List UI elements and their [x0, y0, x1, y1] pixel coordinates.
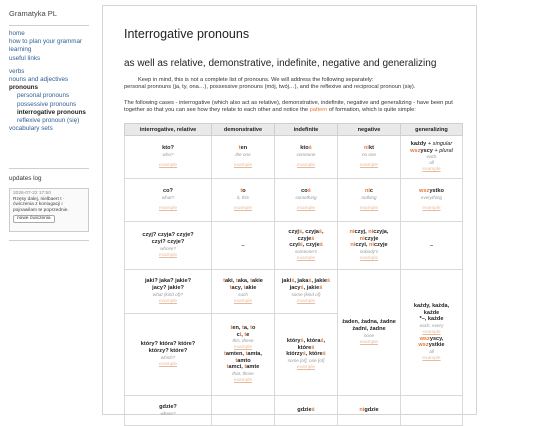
table-cell — [338, 270, 401, 396]
translation: someone — [296, 151, 316, 157]
table-row — [125, 136, 463, 179]
new-exercises-button[interactable]: nowe ćwiczenia — [13, 215, 55, 223]
intro-text: The following cases - interrogative (which also act as relative), demonstrative, indefinite, negative and generalizing - have been put together so that you can see how they relate to each other and notice the — [124, 100, 453, 113]
translation: where? — [160, 410, 176, 416]
translation: nobody's — [359, 248, 379, 254]
example-link[interactable]: example — [233, 377, 253, 383]
translation: all — [429, 348, 434, 354]
example-link[interactable]: example — [296, 364, 316, 370]
pronoun-word: czyiś, czyjeś — [289, 242, 323, 249]
pattern-link[interactable]: pattern — [309, 107, 328, 113]
column-header: interrogative, relative — [125, 124, 212, 136]
example-link[interactable]: example — [422, 167, 441, 173]
pronoun-word: niczyje — [359, 235, 379, 242]
pronoun-word: czyjeś — [297, 235, 315, 242]
intro-line: personal pronouns (ja, ty, ona…), possessive pronouns (mój, twój…), and the reflexive and reciprocal pronoun (się). — [124, 84, 416, 90]
pronoun-word: gdzieś — [297, 407, 315, 414]
example-link[interactable]: example — [422, 205, 441, 211]
translation: what (kind of)? — [152, 291, 184, 297]
pronoun-word: żadni, żadne — [352, 326, 386, 332]
menu-item-nouns-adjectives[interactable]: nouns and adjectives — [9, 76, 69, 84]
menu-item-useful-links[interactable]: useful links — [9, 54, 41, 62]
translation: each — [426, 154, 437, 160]
sidebar — [0, 0, 96, 405]
pronoun-word: ten, ta, to — [230, 325, 256, 332]
table-cell — [401, 270, 463, 396]
pronoun-word: czyi? czyje? — [151, 239, 185, 245]
table-row — [125, 179, 463, 222]
example-link[interactable]: example — [296, 205, 316, 211]
table-cell — [401, 179, 463, 222]
table-row — [125, 270, 463, 314]
example-link[interactable]: example — [359, 205, 379, 211]
pronoun-word: wszyscy + plural — [410, 147, 453, 154]
pronoun-word: ci, te — [236, 331, 250, 338]
pronoun-word: którzy? które? — [148, 348, 188, 354]
pronoun-word: nic — [364, 188, 374, 195]
content-panel — [102, 5, 477, 415]
table-cell — [125, 396, 212, 426]
example-link[interactable]: example — [296, 255, 316, 261]
pronoun-word: czyj? czyja? czyje? — [142, 232, 194, 239]
update-entry — [9, 188, 89, 232]
translation: none — [363, 332, 375, 338]
sidebar-divider — [9, 25, 89, 26]
translation: that, those — [232, 370, 254, 376]
menu-item-pronouns[interactable]: pronouns — [9, 84, 39, 92]
site-title[interactable]: Gramatyka PL — [9, 9, 57, 18]
pronoun-word: wszystko — [419, 188, 444, 195]
translation: no one — [361, 151, 377, 157]
pronoun-word: coś — [301, 188, 311, 195]
table-cell — [338, 136, 401, 179]
translation: something — [295, 194, 317, 200]
column-header: generalizing — [401, 124, 463, 136]
pronoun-word: każde — [423, 309, 440, 316]
pronoun-word: tamto — [235, 357, 251, 364]
empty-dash: – — [241, 242, 245, 249]
example-link[interactable]: example — [296, 162, 316, 168]
pronoun-word: nigdzie — [359, 407, 379, 414]
table-row — [125, 396, 463, 426]
example-link[interactable]: example — [158, 298, 178, 304]
pronouns-table — [124, 123, 463, 426]
pronoun-word: każdy + singular — [410, 140, 453, 147]
example-link[interactable]: example — [233, 298, 253, 304]
example-link[interactable]: example — [233, 162, 253, 168]
pronoun-word: jacy? jakie? — [152, 285, 184, 291]
pronoun-word: ten — [238, 145, 248, 152]
translation: whose? — [160, 245, 176, 251]
menu-item-plan-learning[interactable]: how to plan your grammar learning — [9, 38, 83, 54]
example-link[interactable]: example — [158, 205, 178, 211]
example-link[interactable]: example — [158, 162, 178, 168]
table-header-row — [125, 124, 463, 136]
page-subtitle: as well as relative, demonstrative, indefinite, negative and generalizing — [124, 58, 437, 69]
example-link[interactable]: example — [158, 361, 178, 367]
table-cell — [212, 270, 275, 314]
example-link[interactable]: example — [359, 339, 379, 345]
pronoun-word: żaden, żadna, żadne — [342, 319, 396, 326]
menu-item-vocabulary-sets[interactable]: vocabulary sets — [9, 125, 53, 133]
pronoun-word: nikt — [364, 145, 374, 152]
sidebar-menu — [9, 30, 93, 133]
column-header: demonstrative — [212, 124, 275, 136]
translation: the one — [235, 151, 251, 157]
table-cell — [212, 314, 275, 396]
example-link[interactable]: example — [233, 345, 253, 351]
table-cell — [212, 136, 275, 179]
sidebar-divider — [9, 168, 89, 169]
pronoun-word: tacy, takie — [229, 285, 257, 291]
table-cell — [275, 396, 338, 426]
intro-text: of formation, which is quite simple: — [327, 107, 416, 113]
example-link[interactable]: example — [359, 255, 379, 261]
translation: who? — [162, 151, 174, 157]
table-cell — [125, 314, 212, 396]
table-cell — [338, 179, 401, 222]
intro-paragraph — [124, 100, 466, 114]
pronoun-word: któryś, któraś, — [286, 338, 326, 345]
empty-dash: – — [429, 242, 434, 249]
pronoun-word: jakiś, jakaś, jakieś — [281, 278, 331, 285]
translation: it, this — [237, 194, 249, 200]
example-link[interactable]: example — [422, 355, 441, 361]
translation: some (kind of) — [291, 291, 321, 297]
pronoun-word: tamten, tamta, — [224, 351, 262, 358]
translation: each, every — [419, 322, 444, 328]
column-header: negative — [338, 124, 401, 136]
translation: such — [238, 291, 248, 297]
example-link[interactable]: example — [296, 298, 316, 304]
pronoun-word: jacyś, jakieś — [289, 285, 323, 291]
translation: all — [429, 160, 434, 166]
update-date: 2026-07-22 17:50 — [13, 191, 51, 196]
translation: some [of]; one [of] — [287, 357, 325, 363]
pronoun-word: niczyj, niczyja, — [349, 229, 389, 236]
pronoun-word: *–, każde — [419, 316, 444, 323]
table-cell — [401, 136, 463, 179]
table-cell — [212, 179, 275, 222]
pronoun-word: jaki? jaka? jakie? — [144, 278, 192, 285]
example-link[interactable]: example — [422, 329, 441, 335]
pronoun-word: co? — [163, 188, 173, 195]
pronoun-word: gdzie? — [159, 404, 177, 411]
example-link[interactable]: example — [359, 162, 379, 168]
intro-line: Keep in mind, this is not a complete list of pronouns. We will address the following separately: — [138, 77, 374, 83]
pronoun-word: czyjś, czyjaś, — [288, 229, 324, 236]
pronoun-word: kto? — [162, 145, 174, 152]
table-cell — [125, 179, 212, 222]
sidebar-divider — [9, 240, 89, 241]
table-cell — [338, 222, 401, 270]
translation: this, these — [232, 338, 254, 344]
table-cell — [275, 179, 338, 222]
updates-log-title: updates log — [9, 175, 42, 182]
pronoun-word: każdy, każda, — [413, 303, 450, 310]
pronoun-word: wszyscy, — [419, 335, 444, 342]
pronoun-word: którzyś, któreś — [286, 351, 326, 358]
pronoun-word: który? która? które? — [140, 341, 196, 348]
table-row — [125, 222, 463, 270]
pronoun-word: niczyi, niczyje — [350, 242, 388, 249]
menu-item-interrogative-pronouns[interactable]: interrogative pronouns — [17, 108, 86, 116]
table-cell — [401, 396, 463, 426]
page-title: Interrogative pronouns — [124, 27, 250, 41]
table-cell — [275, 314, 338, 396]
intro-paragraph — [124, 77, 466, 91]
table-cell — [125, 136, 212, 179]
table-cell — [125, 270, 212, 314]
menu-item-verbs[interactable]: verbs — [9, 67, 25, 75]
table-cell — [275, 222, 338, 270]
pronoun-word: wszystkie — [418, 342, 445, 349]
table-cell — [338, 396, 401, 426]
translation: what? — [161, 194, 175, 200]
pronoun-word: tamci, tamte — [226, 364, 260, 371]
pronoun-word: to — [240, 188, 246, 195]
table-cell — [125, 222, 212, 270]
table-cell — [275, 270, 338, 314]
update-text: Rzęsy dalej, nielbaert t · ćwiczenia z koniugacji i pojnawilam te poprzednie. — [13, 196, 69, 213]
table-cell — [275, 136, 338, 179]
table-cell — [401, 222, 463, 270]
example-link[interactable]: example — [233, 205, 253, 211]
menu-item-personal-pronouns[interactable]: personal pronouns — [17, 92, 70, 100]
translation: which? — [160, 354, 176, 360]
pronoun-word: taki, taka, takie — [223, 278, 263, 285]
column-header: indefinite — [275, 124, 338, 136]
example-link[interactable]: example — [158, 252, 178, 258]
menu-item-possessive-pronouns[interactable]: possessive pronouns — [17, 100, 77, 108]
translation: nothing — [361, 194, 377, 200]
translation: someone's — [294, 248, 318, 254]
pronoun-word: ktoś — [300, 145, 312, 152]
menu-item-reflexive-pronoun[interactable]: reflexive pronoun (się) — [17, 117, 80, 125]
table-cell — [212, 222, 275, 270]
menu-item-home[interactable]: home — [9, 30, 25, 37]
table-cell — [212, 396, 275, 426]
pronoun-word: któreś — [297, 344, 315, 351]
translation: everything — [420, 194, 443, 200]
